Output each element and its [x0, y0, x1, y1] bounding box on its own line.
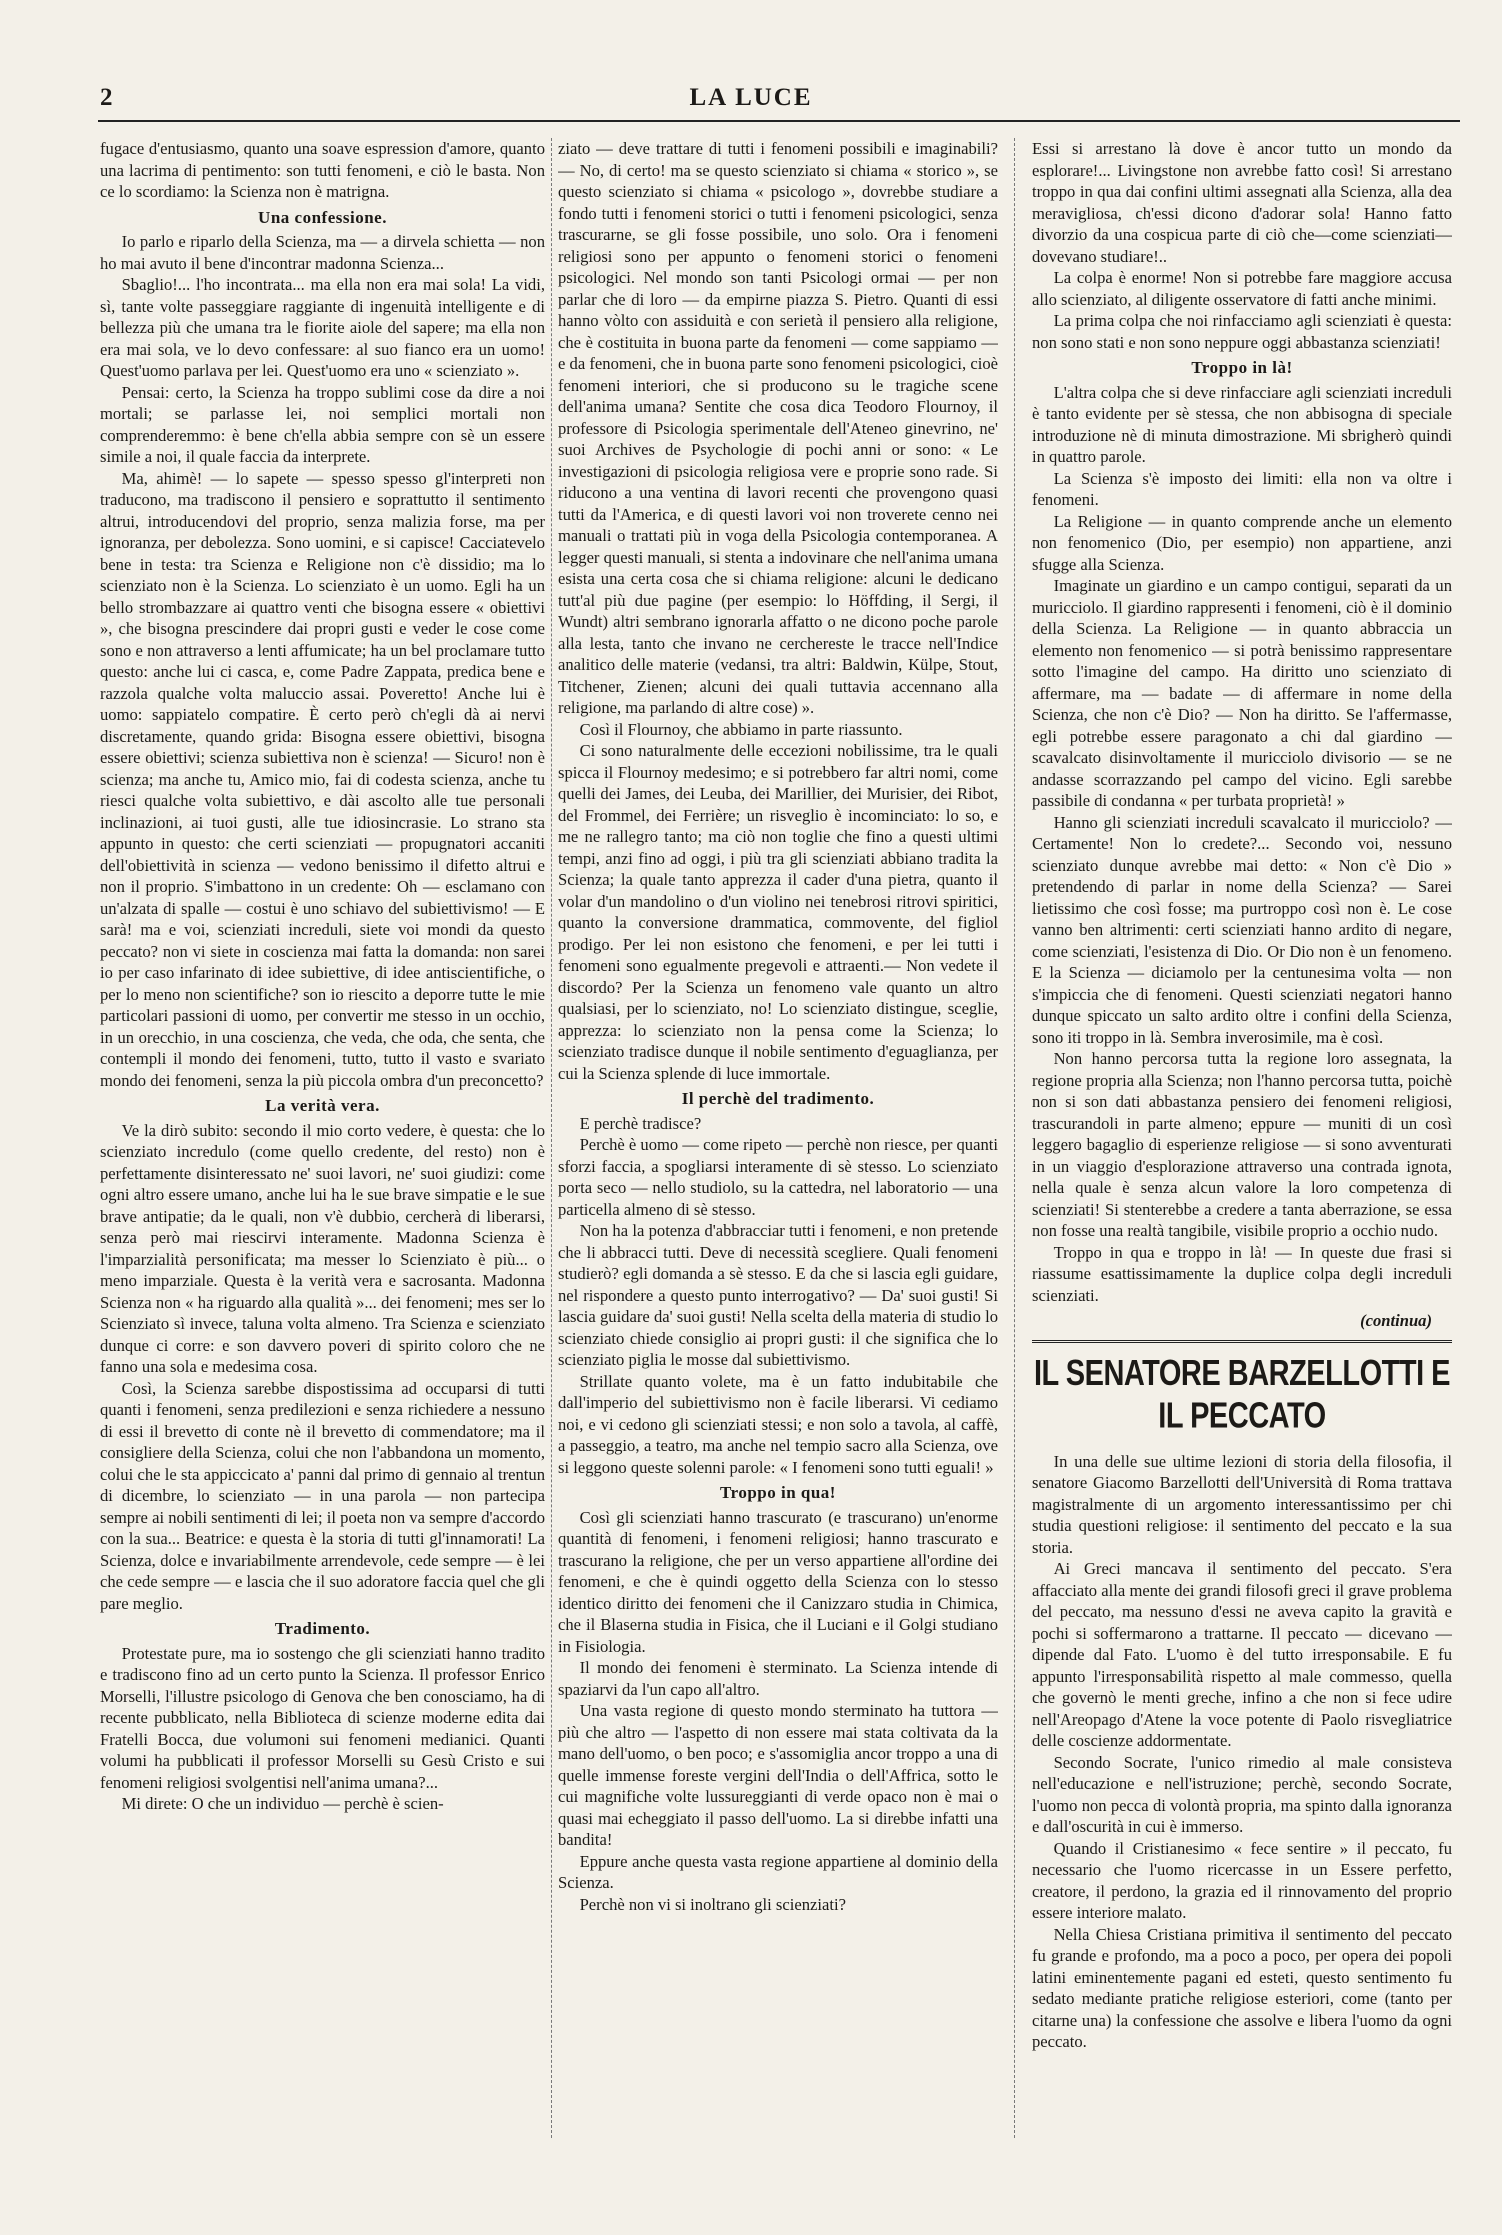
- paragraph: In una delle sue ultime lezioni di storia della filosofia, il senatore Giacomo Barzellotti dell'Università di Roma trattava magistralmente di un argomento interessantissimo per chi studia questioni religiose: il sentimento del peccato e la sua storia.: [1032, 1451, 1452, 1557]
- section-heading: Troppo in là!: [1191, 358, 1293, 377]
- paragraph: Protestate pure, ma io sostengo che gli scienziati hanno tradito e tradiscono fino ad un certo punto la Scienza. Il professor Enrico Morselli, l'illustre psicologo di Genova che ben conosciamo, ha di recente pubblicato, nella Biblioteca di scienze moderne edita dai Fratelli Bocca, due volumoni sui fenomeni medianici. Quanti volumi ha pubblicati il professor Morselli su Gesù Cristo e sui fenomeni religiosi svolgentisi nell'anima umana?...: [100, 1643, 545, 1792]
- paragraph: Strillate quanto volete, ma è un fatto indubitabile che dall'imperio del subiettivismo non è facile liberarsi. Vi cediamo noi, e vi cedono gli scienziati stessi; e non solo a tavola, al caffè, a passeggio, a teatro, ma anche nel tempio sacro alla Scienza, ove si leggono queste solenni parole: « I fenomeni sono tutti eguali! »: [558, 1371, 998, 1477]
- paragraph: Perchè non vi si inoltrano gli scienziati?: [579, 1894, 846, 1914]
- section-heading: Il perchè del tradimento.: [681, 1089, 875, 1108]
- paragraph: Una vasta regione di questo mondo sterminato ha tuttora — più che altro — l'aspetto di non essere mai stata coltivata da la mano dell'uomo, o ben poco; e s'assomiglia ancor troppo a una di quelle immense foreste vergini dell'India o dell'Affrica, sotto le cui magnifiche volte lussureggianti di verde opaco non è mai o quasi mai echeggiato il passo dell'uomo. La si direbbe infatti una bandita!: [558, 1701, 998, 1849]
- paragraph: Mi direte: O che un individuo — perchè è scien-: [121, 1794, 444, 1813]
- paragraph: La Religione — in quanto comprende anche un elemento non fenomenico (Dio, per esempio) non appartiene, anzi sfugge alla Scienza.: [1032, 511, 1452, 574]
- paragraph: Così, la Scienza sarebbe dispostissima ad occuparsi di tutti quanti i fenomeni, senza predilezioni e senza richiedere a nessuno di essi il brevetto di conte nè il brevetto di commendatore; ma il consigliere della Scienza, colui che non l'abbandona un momento, colui che le sta appiccicato a' panni dal primo di gennaio al trentun di dicembre, lo scienziato — in una parola — non partecipa sempre ai nobili sentimenti di lei; il poeta non va sempre d'accordo con la sua... Beatrice: e questa è la storia di tutti gl'innamorati! La Scienza, dolce e invariabilmente arrendevole, cede sempre — è lei che cede sempre — e lascia che il suo adoratore faccia quel che gli pare meglio.: [100, 1378, 545, 1613]
- paragraph: L'altra colpa che si deve rinfacciare agli scienziati increduli è tanto evidente per sè stessa, che non abbisogna di speciale introduzione nè di minuta dimostrazione. Mi sbrigherò quindi in quattro parole.: [1032, 382, 1452, 466]
- paragraph: Imaginate un giardino e un campo contigui, separati da un muricciolo. Il giardino rappresenti i fenomeni, ciò è il dominio della Scienza. La Religione — in quanto abbraccia un elemento non fenomenico — si potrà benissimo rappresentare sotto l'imagine del campo. Ha diritto uno scienziato di affermare, ma — badate — di affermare in nome della Scienza, che non c'è Dio? — Non ha diritto. Se l'affermasse, egli potrebbe essere paragonato a chi dal giardino — scavalcato disinvoltamente il muricciolo divisorio — se ne andasse scorrazzando pel campo del vicino. Egli sarebbe passibile di condanna « per turbata proprietà! »: [1032, 576, 1452, 810]
- paragraph: Perchè è uomo — come ripeto — perchè non riesce, per quanti sforzi faccia, a spogliarsi interamente di sè stesso. Lo scienziato porta seco — nello studiolo, su la cattedra, nel laboratorio — una particella almeno di sè stesso.: [558, 1135, 998, 1219]
- paragraph: Eppure anche questa vasta regione appartiene al dominio della Scienza.: [558, 1851, 998, 1892]
- paragraph: Ai Greci mancava il sentimento del peccato. S'era affacciato alla mente dei grandi filosofi greci il grave problema del peccato, ma nessuno d'essi ne aveva capito la gravità e pochi si soffermarono a trattarne. Il peccato — dicevano — dipende dal Fato. L'uomo è del tutto irresponsabile. E fu appunto l'irresponsabilità rispetto al male commesso, quella che governò le menti greche, infino a che non si fece udire nell'Areopago d'Atene la voce potente di Paolo risvegliatrice delle coscienze addormentate.: [1032, 1559, 1452, 1750]
- paragraph: fugace d'entusiasmo, quanto una soave espression d'amore, quanto una lacrima di pentimento: son tutti fenomeni, e ciò le basta. Non ce lo scordiamo: la Scienza non è matrigna.: [100, 139, 545, 201]
- column-1: [100, 138, 545, 2198]
- paragraph: ziato — deve trattare di tutti i fenomeni possibili e imaginabili? — No, di certo! ma se questo scienziato si chiama « storico », se questo scienziato si chiama « psicologo », dovrebbe studiare a fondo tutti i fenomeni storici o tutti i fenomeni psicologici, senza trascurarne, se gli fosse possibile, uno solo. Ora i fenomeni religiosi sono per appunto o fenomeni storici o fenomeni psicologici. Nel mondo son tanti Psicologi ormai — per non parlar che di loro — da empirne piazza S. Pietro. Quanti di essi hanno vòlto con assiduità e con serietà il pensiero alla religione, che è costituita in buona parte da fenomeni — come sappiamo — e da fenomeni, che in buona parte sono fenomeni psicologici, cioè fenomeni interiori, che si producono su le tragiche scene dell'anima umana? Sentite che cosa dica Teodoro Flournoy, il professore di Psicologia sperimentale dell'Ateneo ginevrino, ne' suoi Archives de Psychologie di pochi anni or sono: « Le investigazioni di psicologia religiosa vere e proprie sono rade. Si riducono a una ventina di lavori recenti che provengono quasi tutti da l'America, e di questi lavori voi non troverete cenno nei manuali o trattati più in voga della Psicologia contemporanea. A legger questi manuali, si stenta a indovinare che nell'anima umana esista una certa cosa che si chiama religione: alcuni le dedicano tutt'al più due pagine (per esempio: lo Höffding, il Sergi, il Wundt) altri sembrano ignorarla affatto o ne dicono poche parole alla lesta, tanto che invano ne cerchereste le tracce nell'Indice analitico delle materie (vedansi, tra altri: Baldwin, Külpe, Stout, Titchener, Zienen; alcuni dei quali tuttavia accennano alla religione, ma parlando di altre cose) ».: [558, 139, 998, 717]
- column-2: [558, 138, 998, 2198]
- paragraph: La prima colpa che noi rinfacciamo agli scienziati è questa: non sono stati e non sono neppure oggi abbastanza scienziati!: [1032, 311, 1452, 352]
- paragraph: Così il Flournoy, che abbiamo in parte riassunto.: [579, 719, 903, 739]
- paragraph: Quando il Cristianesimo « fece sentire » il peccato, fu necessario che l'uomo ricercasse in un Essere perfetto, creatore, il perdono, la grazia ed il rinnovamento del proprio essere interiore malato.: [1032, 1838, 1452, 1922]
- paragraph: La Scienza s'è imposto dei limiti: ella non va oltre i fenomeni.: [1032, 468, 1452, 509]
- paragraph: Sbaglio!... l'ho incontrata... ma ella non era mai sola! La vidi, sì, tante volte passeggiare raggiante di ingenuità intelligente e di bellezza più che umana tra le fiorite aiole del sapere; ma ella non era mai sola, ve lo devo confessare: al suo fianco era un uomo! Quest'uomo parlava per lei. Quest'uomo era uno « scienziato ».: [100, 275, 545, 380]
- paragraph: Troppo in qua e troppo in là! — In queste due frasi si riassume esattissimamente la duplice colpa degli increduli scienziati.: [1032, 1242, 1452, 1305]
- masthead-title: LA LUCE: [689, 84, 813, 111]
- section-heading: Troppo in qua!: [720, 1483, 836, 1502]
- continued-note: (continua): [1360, 1311, 1432, 1330]
- paragraph: Non hanno percorsa tutta la regione loro assegnata, la regione propria alla Scienza; non l'hanno percorsa tutta, poichè non si son dati abbastanza pensiero dei fenomeni religiosi, trascurandoli in parte almeno; eppure — muniti di un così leggero bagaglio di esperienze religiose — si sono avventurati in un viaggio d'esplorazione attraverso una contrada ignota, nella quale è senza alcun valore la loro competenza di scienziati! Si stenterebbe a credere a tanta aberrazione, se essa non fosse una realtà tangibile, visibile proprio a occhio nudo.: [1032, 1049, 1452, 1240]
- article-separator: [1032, 1340, 1452, 1343]
- paragraph: Il mondo dei fenomeni è sterminato. La Scienza intende di spaziarvi da l'un capo all'altro.: [558, 1658, 998, 1699]
- column-3: [1032, 138, 1452, 2198]
- paragraph: Secondo Socrate, l'unico rimedio al male consisteva nell'educazione e nell'istruzione; perchè, secondo Socrate, l'uomo non pecca di volontà propria, ma spinto dalla ignoranza e dall'oscurità in cui è immerso.: [1032, 1752, 1452, 1836]
- paragraph: Io parlo e riparlo della Scienza, ma — a dirvela schietta — non ho mai avuto il bene d'incontrar madonna Scienza...: [100, 232, 545, 273]
- paragraph: Ci sono naturalmente delle eccezioni nobilissime, tra le quali spicca il Flournoy medesimo; e si potrebbero far altri nomi, come quelli dei James, dei Leuba, dei Marillier, dei Murisier, dei Ribot, del Frommel, dei Ferrière; un risveglio è incominciato: lo so, e me ne rallegro tanto; ma ciò non toglie che fino a questi ultimi tempi, anzi fino ad oggi, i più tra gli scienziati abbiano tradita la Scienza; la quale tanto apprezza il cader d'una pietra, quanto il volar d'un mandolino o d'un violino nei tenebrosi ritrovi spiritici, quanto la conversione drammatica, commovente, del figliol prodigo. Per lei non esistono che fenomeni, e per lei tutti i fenomeni sono egualmente pregevoli e attraenti.— Non vedete il discordo? Per la Scienza un fenomeno vale quanto un altro qualsiasi, per lo scienziato, no! Lo scienziato distingue, sceglie, apprezza: lo scienziato non la pensa come la Scienza; lo scienziato tradisce dunque il nobile sentimento d'eguaglianza, per cui la Scienza splende di luce immortale.: [558, 741, 998, 1083]
- paragraph: Ma, ahimè! — lo sapete — spesso spesso gl'interpreti non traducono, ma tradiscono il pensiero e soprattutto il sentimento altrui, introducendovi del proprio, senza malizia forse, ma per ignoranza, per debolezza. Sono uomini, e si capisce! Cacciatevelo bene in testa: tra Scienza e Religione non c'è dissidio; ma lo scienziato non è la Scienza. Lo scienziato è un uomo. Egli ha un bello strombazzare ai quattro venti che bisogna essere « obiettivi », che bisogna prescindere dai propri gusti e veder le cose come sono e non attraverso a lenti affumicate; ha un bel proclamare tutto questo: anche lui ci casca, e, come Padre Zappata, predica bene e razzola qualche volta maluccio assai. Poveretto! Anche lui è uomo: sappiatelo compatire. È certo però ch'egli dà ai nervi discretamente, quando grida: Bisogna essere obiettivi, bisogna essere obiettivi; scienza subiettiva non è scienza! — Sicuro! non è scienza; ma anche tu, Amico mio, fai di codesta scienza, anche tu riesci qualche volta subiettivo, e dài ascolto alle tue personali inclinazioni, ai tuoi gusti, alle tue idiosincrasie. Lo strano sta appunto in questo: che certi scienziati — propugnatori accaniti dell'obiettività in scienza — vedono benissimo il difetto altrui e non il proprio. S'imbattono in un credente: Oh — esclamano con un'alzata di spalle — costui è uno schiavo del subiettivismo! — E sarà! ma e voi, scienziati increduli, siete voi mondi da questo peccato? non vi siete in coscienza mai fatta la domanda: non sarei io per caso infarinato di idee subiettive, di idee antiscientifiche, o per lo meno non scientifiche? son io riescito a deporre tutte le mie particolari passioni di uomo, per convertir me stesso in un occhio, in un orecchio, in una coscienza, che veda, che oda, che senta, che contempli il mondo dei fenomeni, tutto, tutto il vasto e svariato mondo dei fenomeni, senza la più piccola ombra d'un preconcetto?: [100, 468, 545, 1090]
- article-title: IL SENATORE BARZELLOTTI E IL PECCATO: [1033, 1353, 1451, 1436]
- paragraph: Ve la dirò subito: secondo il mio corto vedere, è questa: che lo scienziato incredulo (come quello credente, del resto) non è perfettamente disinteressato ne' suoi lavori, ne' suoi giudizi: come ogni altro essere umano, anche lui ha le sue brave simpatie e le sue brave antipatie; da le quali, non v'è dubbio, cercherà di liberarsi, senza però mai riescirvi interamente. Madonna Scienza è l'imparzialità personificata; ma messer lo Scienziato è più... o meno imparziale. Questa è la verità vera e sacrosanta. Madonna Scienza non « ha riguardo alla qualità »... dei fenomeni; mes ser lo Scienziato sì invece, taluna volta almeno. Tra Scienza e scienziato dunque ci corre: e son davvero poveri di spirito coloro che ne fanno una sola e medesima cosa.: [100, 1120, 545, 1376]
- paragraph: Non ha la potenza d'abbracciar tutti i fenomeni, e non pretende che li abbracci tutti. Deve di necessità scegliere. Quali fenomeni studierò? egli domanda a sè stesso. E da che si lascia egli guidare, nel rispondere a questo punto interrogativo? — Da' suoi gusti! Si lascia guidare da' suoi gusti! Nella scelta della materia di studio lo scienziato chiede consiglio ai propri gusti: il che significa che lo scienziato piglia le mosse dal subiettivismo.: [558, 1221, 998, 1369]
- paragraph: Hanno gli scienziati increduli scavalcato il muricciolo? — Certamente! Non lo credete?... Secondo voi, nessuno scienziato dunque avrebbe mai detto: « Non c'è Dio » pretendendo di parlar in nome della Scienza? — Sarei lietissimo che così fosse; ma purtroppo così non è. Le cose vanno ben altrimenti: certi scienziati hanno ardito di negare, come scienziati, l'esistenza di Dio. Or Dio non è un fenomeno. E la Scienza — diciamolo per la centunesima volta — non s'impiccia che di fenomeni. Questi scienziati negatori hanno dunque spiccato un salto ardito oltre i confini della Scienza, sono iti troppo in là. Sembra inverosimile, ma è così.: [1032, 812, 1452, 1047]
- section-heading: La verità vera.: [265, 1096, 380, 1115]
- page-number: 2: [100, 84, 113, 111]
- section-heading: Tradimento.: [274, 1619, 371, 1638]
- paragraph: E perchè tradisce?: [579, 1113, 702, 1133]
- column-divider: [551, 138, 552, 2138]
- paragraph: Così gli scienziati hanno trascurato (e trascurano) un'enorme quantità di fenomeni, i fenomeni religiosi; hanno trascurato e trascurano la religione, che per un verso appartiene all'ordine dei fenomeni, e che è quindi oggetto della Scienza con lo stesso identico diritto dei fenomeni che il Canizzaro studia in Chimica, che il Blaserna studia in Fisica, che il Luciani e il Golgi studiano in Fisiologia.: [558, 1507, 998, 1656]
- paragraph: Pensai: certo, la Scienza ha troppo sublimi cose da dire a noi mortali; se parlasse lei, noi semplici mortali non comprenderemmo: è bene ch'ella abbia sempre con sè un essere simile a noi, il quale faccia da interprete.: [100, 382, 545, 466]
- section-heading: Una confessione.: [258, 207, 387, 227]
- paragraph: La colpa è enorme! Non si potrebbe fare maggiore accusa allo scienziato, al diligente osservatore di fatti anche minimi.: [1032, 268, 1452, 309]
- header-rule: [98, 120, 1460, 122]
- paragraph: Essi si arrestano là dove è ancor tutto un mondo da esplorare!... Livingstone non avrebbe fatto così! Si arrestano troppo in qua dai confini ultimi assegnati alla Scienza, alla dea meravigliosa, ch'essi dicono d'adorar sola! Hanno fatto divorzio da una cospicua parte di ciò che—come scienziati—dovevano studiare!..: [1032, 139, 1452, 266]
- column-divider: [1014, 138, 1015, 2138]
- paragraph: Nella Chiesa Cristiana primitiva il sentimento del peccato fu grande e profondo, ma a poco a poco, per opera dei popoli latini eminentemente pagani ed esteti, questo sentimento fu sedato mediante pratiche religiose esteriori, come (tanto per citarne una) la confessione che assolve e libera l'uomo da ogni peccato.: [1032, 1924, 1452, 2051]
